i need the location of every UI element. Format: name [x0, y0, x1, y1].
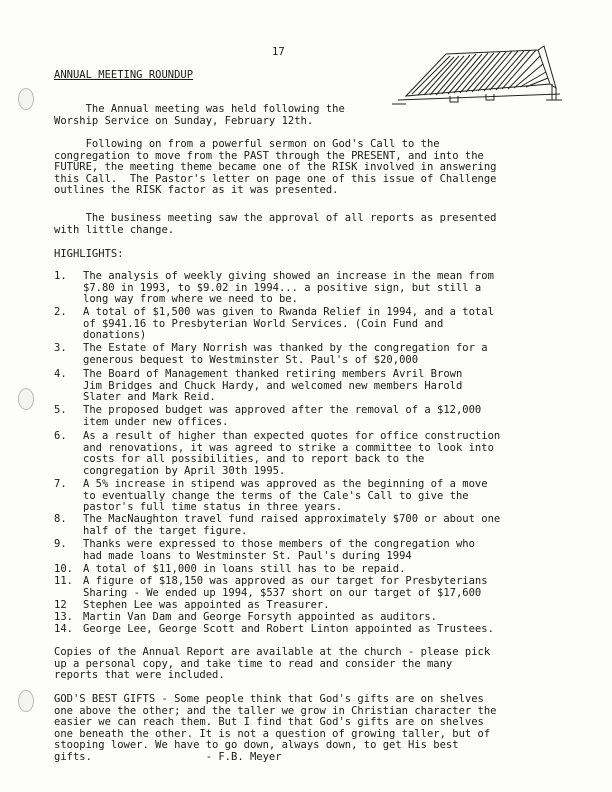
list-item-number: 4.: [54, 368, 67, 380]
list-item-number: 3.: [54, 342, 67, 354]
list-item-number: 5.: [54, 404, 67, 416]
list-item-text: The MacNaughton travel fund raised approximately $700 or about one half of the target figure.: [83, 513, 501, 537]
church-roof-illustration-icon: [388, 44, 564, 112]
list-item-text: A figure of $18,150 was approved as our target for Presbyterians Sharing - We ended up 1994, $537 short on our target of $17,600: [83, 575, 488, 599]
intro-paragraph: The Annual meeting was held following the Worship Service on Sunday, February 12th.: [54, 103, 345, 127]
binder-hole: [18, 690, 34, 712]
sermon-paragraph: Following on from a powerful sermon on God's Call to the congregation to move from the PAST through the PRESENT, and into the FUTURE, the meeting theme became one of the RISK involved in answering this Call. The Pastor's letter on page one of this issue of Challenge outlines the RISK factor as it was presented.: [54, 138, 497, 196]
gifts-paragraph: GOD'S BEST GIFTS - Some people think that God's gifts are on shelves one above the other; and the taller we grow in Christian character the easier we can reach them. But I find that God's gifts are on shelves one beneath the other. It is not a question of growing taller, but of stooping lower. We have to go down, always down, to get His best gifts. - F.B. Meyer: [54, 693, 497, 763]
binder-hole: [18, 388, 34, 410]
list-item-text: The proposed budget was approved after the removal of a $12,000 item under new offices.: [83, 404, 482, 428]
binder-hole: [18, 88, 34, 110]
list-item-number: 7.: [54, 478, 67, 490]
list-item-text: Thanks were expressed to those members of the congregation who had made loans to Westminster St. Paul's during 1994: [83, 538, 475, 562]
list-item-text: Stephen Lee was appointed as Treasurer.: [83, 599, 330, 611]
list-item-text: As a result of higher than expected quotes for office construction and renovations, it was agreed to strike a committee to look into costs for all possibilities, and to report back to the congregation by April 30th 1995.: [83, 430, 501, 477]
list-item-text: A total of $1,500 was given to Rwanda Relief in 1994, and a total of $941.16 to Presbyterian World Services. (Coin Fund and donations): [83, 306, 494, 341]
page-number: 17: [272, 46, 285, 58]
list-item-number: 10.: [54, 563, 73, 575]
list-item-text: The analysis of weekly giving showed an increase in the mean from $7.80 in 1993, to $9.02 in 1994... a positive sign, but still a long way from where we need to be.: [83, 270, 494, 305]
list-item-number: 13.: [54, 611, 73, 623]
list-item-text: Martin Van Dam and George Forsyth appointed as auditors.: [83, 611, 438, 623]
list-item-number: 2.: [54, 306, 67, 318]
highlights-heading: HIGHLIGHTS:: [54, 248, 124, 260]
list-item-text: George Lee, George Scott and Robert Linton appointed as Trustees.: [83, 623, 494, 635]
list-item-text: The Estate of Mary Norrish was thanked by the congregation for a generous bequest to Westminster St. Paul's of $20,000: [83, 342, 488, 366]
list-item-number: 8.: [54, 513, 67, 525]
list-item-number: 9.: [54, 538, 67, 550]
list-item-number: 14.: [54, 623, 73, 635]
business-paragraph: The business meeting saw the approval of all reports as presented with little change.: [54, 212, 497, 236]
list-item-number: 12: [54, 599, 67, 611]
list-item-number: 6.: [54, 430, 67, 442]
list-item-text: A 5% increase in stipend was approved as the beginning of a move to eventually change the terms of the Cale's Call to give the pastor's full time status in three years.: [83, 478, 488, 513]
copies-paragraph: Copies of the Annual Report are available at the church - please pick up a personal copy, and take time to read and consider the many reports that were included.: [54, 646, 491, 681]
list-item-text: A total of $11,000 in loans still has to be repaid.: [83, 563, 406, 575]
list-item-number: 11.: [54, 575, 73, 587]
list-item-number: 1.: [54, 270, 67, 282]
page-title: ANNUAL MEETING ROUNDUP: [54, 69, 194, 81]
list-item-text: The Board of Management thanked retiring members Avril Brown Jim Bridges and Chuck Hardy, and welcomed new members Harold Slater and Mark Reid.: [83, 368, 463, 403]
